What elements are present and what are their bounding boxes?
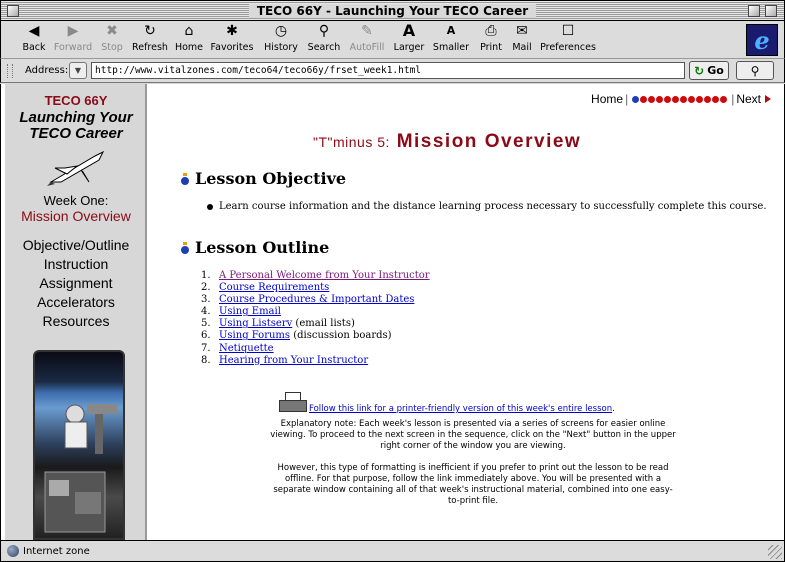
objective-item [207,201,767,212]
sidebar-item-resources[interactable]: Resources [42,313,110,329]
mail-button[interactable] [500,23,544,53]
close-box[interactable] [7,5,19,17]
globe-icon [7,545,19,557]
history-icon: ◷ [274,23,288,39]
chevron-down-icon: ▼ [74,66,82,75]
space-shuttle-icon [47,148,107,186]
printer-friendly-row [279,392,615,414]
larger-text-icon: A [402,21,416,40]
status-bar [0,540,785,562]
window-title: TECO 66Y - Launching Your TECO Career [249,4,536,18]
astronaut-photo [33,350,125,540]
list-item [201,294,430,306]
list-number: 3. [201,294,211,306]
sidebar-item-assignment[interactable]: Assignment [39,275,113,291]
magnifier-icon: ⚲ [750,63,760,78]
search-label: Search [307,42,341,53]
preferences-label: Preferences [540,42,596,53]
list-number: 6. [201,330,211,342]
outline-link[interactable]: A Personal Welcome from Your Instructor [219,270,430,281]
outline-link[interactable]: Using Email [219,306,281,318]
forward-button[interactable] [51,23,95,53]
outline-note: (email lists) [292,318,355,330]
outline-link[interactable]: Hearing from Your Instructor [219,354,369,366]
list-item [201,330,430,342]
list-item [201,355,430,367]
progress-dot[interactable] [656,96,663,103]
course-code: TECO 66Y [44,93,108,108]
home-button[interactable] [167,23,211,53]
list-number: 5. [201,318,211,330]
mail-label: Mail [512,42,532,53]
objective-heading-text: Lesson Objective [195,169,347,188]
list-item [201,282,430,294]
nav-separator: | [625,92,629,106]
home-label: Home [174,42,204,53]
favorites-icon: ✱ [226,23,238,39]
sidebar-item-instruction[interactable]: Instruction [43,256,109,272]
next-arrow-icon[interactable] [765,95,771,103]
autofill-label: AutoFill [349,42,385,53]
title-bar[interactable] [0,0,785,21]
progress-dot[interactable] [712,96,719,103]
collapse-box[interactable] [765,5,777,17]
refresh-label: Refresh [132,42,168,53]
toolbar [0,21,785,59]
resize-handle[interactable] [768,545,782,559]
back-label: Back [22,42,46,53]
stop-icon: ✖ [106,23,118,39]
address-input[interactable]: http://www.vitalzones.com/teco64/teco66y/frset_week1.html [91,62,685,79]
objective-text: Learn course information and the distance learning process necessary to successfully complete this course. [219,201,767,212]
mail-icon: ✉ [516,23,528,39]
search-button[interactable] [302,23,346,53]
progress-dots [632,96,727,103]
offline-note: However, this type of formatting is inefficient if you prefer to print out the lesson to be read offline. For that purpose, follow the link immediately above. You will be presented with a separate window containing all of that week's instructional material, combined into one easy-to-print file. [273,463,673,506]
go-label: Go [707,64,724,77]
pushpin-icon [181,173,189,185]
outline-link[interactable]: Course Procedures & Important Dates [219,294,415,306]
week-title: Mission Overview [21,208,131,224]
sidebar [5,84,147,540]
outline-link[interactable]: Using Listserv [219,318,293,330]
progress-dot[interactable] [696,96,703,103]
larger-button[interactable] [387,23,431,53]
outline-note: (discussion boards) [290,330,392,342]
outline-link[interactable]: Course Requirements [219,282,330,294]
internet-explorer-logo: e [746,24,778,56]
main-content [153,84,783,540]
preferences-icon: ☐ [561,23,575,39]
course-title: Launching Your TECO Career [19,109,133,142]
progress-dot-current[interactable] [632,96,639,103]
print-label: Print [480,42,502,53]
refresh-icon: ↻ [144,23,156,39]
address-label: Address: [25,65,69,76]
printer-link-period: . [612,404,615,414]
page-title-main: Mission Overview [396,131,582,152]
go-arrow-icon: ↻ [694,63,705,78]
page-title [313,131,581,153]
address-grip[interactable] [7,64,13,78]
week-label: Week One: [43,193,109,208]
progress-dot[interactable] [704,96,711,103]
larger-label: Larger [393,42,425,53]
progress-dot[interactable] [672,96,679,103]
zoom-box[interactable] [748,5,760,17]
preferences-button[interactable] [540,23,596,53]
history-label: History [264,42,298,53]
lesson-nav [591,92,771,106]
print-icon: ⎙ [485,23,497,39]
explanatory-note: Explanatory note: Each week's lesson is presented via a series of screens for easier online viewing. To proceed to the next screen in the sequence, click on the "Next" button in the upper right corner of the window you are viewing. [270,419,676,451]
printer-friendly-link[interactable]: Follow this link for a printer-friendly version of this week's entire lesson [309,404,613,414]
progress-dot[interactable] [688,96,695,103]
nav-separator: | [731,92,735,106]
home-link[interactable]: Home [591,92,624,106]
back-button[interactable] [12,23,56,53]
page-holder-button[interactable] [736,61,774,80]
sidebar-nav [5,236,147,331]
progress-dot[interactable] [648,96,655,103]
list-item [201,270,430,282]
page-content [0,84,785,540]
objective-heading [181,169,346,188]
back-arrow-icon: ◀ [28,23,40,39]
progress-dot[interactable] [680,96,687,103]
address-dropdown-button[interactable] [69,62,87,79]
list-number: 7. [201,342,211,354]
pushpin-icon [181,242,189,254]
outline-link[interactable]: Netiquette [219,342,274,354]
smaller-label: Smaller [432,42,470,53]
home-icon: ⌂ [184,23,194,39]
progress-dot[interactable] [720,96,727,103]
autofill-button[interactable] [345,23,389,53]
list-item [201,343,430,355]
outline-heading-text: Lesson Outline [195,238,330,257]
history-button[interactable] [259,23,303,53]
list-item [201,306,430,318]
list-item [201,318,430,330]
printer-icon[interactable] [279,392,307,414]
outline-list [201,270,430,367]
favorites-button[interactable] [210,23,254,53]
list-number: 2. [201,282,211,294]
address-bar [0,59,785,83]
outline-link[interactable]: Using Forums [219,330,291,342]
forward-arrow-icon: ▶ [67,23,79,39]
next-link[interactable]: Next [736,92,761,106]
stop-label: Stop [101,42,123,53]
smaller-button[interactable] [429,23,473,53]
search-icon: ⚲ [318,23,330,39]
favorites-label: Favorites [210,42,254,53]
go-button[interactable] [689,61,729,80]
progress-dot[interactable] [664,96,671,103]
autofill-icon: ✎ [361,23,373,39]
outline-heading [181,238,329,257]
bullet-icon [207,204,213,210]
list-number: 8. [201,354,211,366]
smaller-text-icon: A [446,24,456,37]
list-number: 1. [201,270,211,281]
page-title-prefix: "T"minus 5: [313,134,390,150]
status-zone: Internet zone [23,545,90,557]
list-number: 4. [201,306,211,318]
refresh-button[interactable] [128,23,172,53]
progress-dot[interactable] [640,96,647,103]
sidebar-item-objective-outline[interactable]: Objective/Outline [22,237,130,253]
forward-label: Forward [53,42,93,53]
sidebar-item-accelerators[interactable]: Accelerators [37,294,115,310]
